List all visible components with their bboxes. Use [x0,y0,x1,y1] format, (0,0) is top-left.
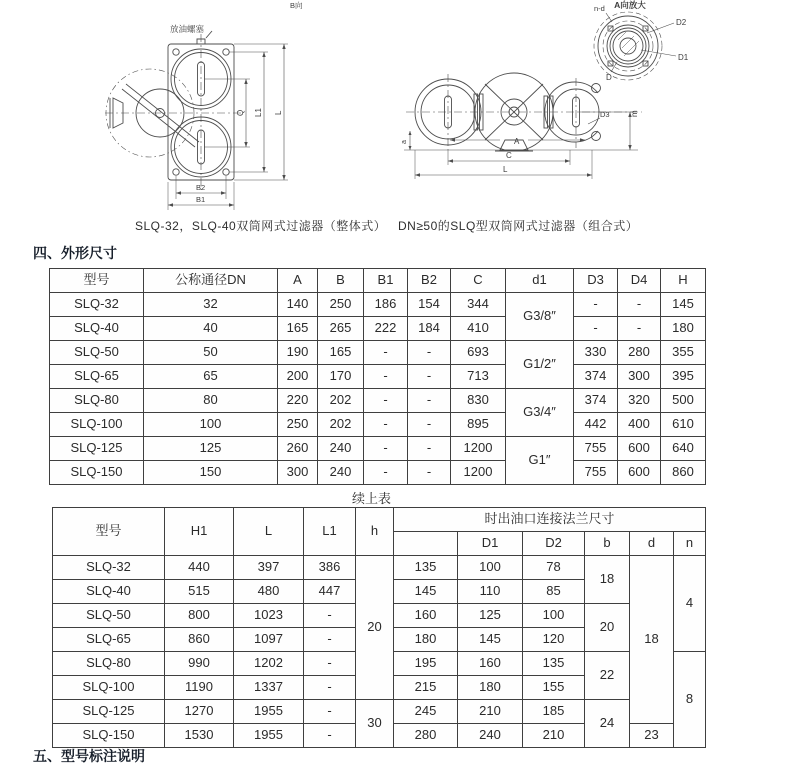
data-cell: - [364,461,408,485]
data-cell: 135 [523,652,585,676]
header-cell: D1 [458,532,523,556]
data-cell: - [304,724,356,748]
table-row [50,413,706,437]
data-cell: - [304,604,356,628]
data-cell: - [408,437,451,461]
header-cell: H [661,269,706,293]
dim-c-label: C [506,151,512,160]
data-cell: SLQ-32 [53,556,165,580]
data-cell: 830 [451,389,506,413]
data-cell: SLQ-50 [50,341,144,365]
data-cell: 195 [394,652,458,676]
data-cell: 85 [523,580,585,604]
data-cell: SLQ-125 [53,700,165,724]
data-cell: 500 [661,389,706,413]
data-cell: 222 [364,317,408,341]
data-cell: G1″ [506,437,574,485]
data-cell: 397 [234,556,304,580]
data-cell: 23 [630,724,674,748]
data-cell: 24 [585,700,630,748]
data-cell: 110 [458,580,523,604]
data-cell: - [408,461,451,485]
data-cell: - [408,341,451,365]
data-cell: 265 [318,317,364,341]
header-cell: L [234,508,304,556]
table-row [50,461,706,485]
integral-filter-caption: SLQ-32，SLQ-40双筒网式过滤器（整体式） [135,219,387,233]
data-cell: SLQ-40 [50,317,144,341]
left-view-label: B向 [290,1,303,10]
data-cell: 442 [574,413,618,437]
data-cell: - [364,389,408,413]
header-cell: H1 [165,508,234,556]
data-cell: 32 [144,293,278,317]
header-cell: b [585,532,630,556]
data-cell: 210 [458,700,523,724]
data-cell: 154 [408,293,451,317]
data-cell: 300 [618,365,661,389]
header-cell: B2 [408,269,451,293]
data-cell: 185 [523,700,585,724]
combined-filter-drawing [404,12,676,179]
data-cell: 400 [618,413,661,437]
header-cell: 型号 [53,508,165,556]
data-cell: - [408,389,451,413]
data-cell: 600 [618,437,661,461]
data-cell: G3/4″ [506,389,574,437]
data-cell: 1190 [165,676,234,700]
data-cell: 20 [356,556,394,700]
data-cell: 800 [165,604,234,628]
data-cell: - [304,676,356,700]
table-row [50,437,706,461]
table-row [53,700,706,724]
dimension-table-2 [52,507,706,748]
data-cell: 330 [574,341,618,365]
table-row [50,293,706,317]
data-cell: 40 [144,317,278,341]
header-cell: D4 [618,269,661,293]
data-cell: - [364,365,408,389]
data-cell: - [364,413,408,437]
data-cell: 1200 [451,437,506,461]
table-row [50,317,706,341]
data-cell: 600 [618,461,661,485]
data-cell: 202 [318,413,364,437]
data-cell: SLQ-80 [50,389,144,413]
header-cell: 公称通径DN [144,269,278,293]
data-cell: G3/8″ [506,293,574,341]
dim-l-label: L [274,110,283,115]
data-cell: 180 [661,317,706,341]
data-cell: 170 [318,365,364,389]
dimension-table-1 [49,268,706,485]
data-cell: 160 [394,604,458,628]
data-cell: - [304,652,356,676]
header-cell: n [674,532,706,556]
data-cell: SLQ-100 [50,413,144,437]
data-cell: 20 [585,604,630,652]
data-cell: 100 [144,413,278,437]
data-cell: 990 [165,652,234,676]
data-cell: 30 [356,700,394,748]
data-cell: 344 [451,293,506,317]
data-cell: 165 [278,317,318,341]
data-cell: 145 [394,580,458,604]
dim-l1-label: L1 [254,108,263,117]
data-cell: 1097 [234,628,304,652]
data-cell: 355 [661,341,706,365]
header-cell [394,532,458,556]
enlarged-flange-view [594,12,676,80]
table-row [50,365,706,389]
label-d: D [606,73,612,82]
table-row [50,269,706,293]
data-cell: 140 [278,293,318,317]
technical-drawings [0,0,800,215]
data-cell: SLQ-65 [50,365,144,389]
data-cell: 184 [408,317,451,341]
data-cell: 1202 [234,652,304,676]
table-row [50,341,706,365]
data-cell: 300 [278,461,318,485]
header-cell: A [278,269,318,293]
data-cell: 8 [674,652,706,748]
continued-table-caption: 续上表 [352,491,392,506]
data-cell: 160 [458,652,523,676]
data-cell: 693 [451,341,506,365]
header-cell: d [630,532,674,556]
table-row [50,389,706,413]
data-cell: 755 [574,437,618,461]
label-d1: D1 [678,53,689,62]
drain-plug-label: 放油螺塞 [170,24,205,34]
label-n-d: n-d [594,4,605,13]
data-cell: 80 [144,389,278,413]
data-cell: 190 [278,341,318,365]
label-d2: D2 [676,18,687,27]
data-cell: - [364,437,408,461]
data-cell: 260 [278,437,318,461]
dim-l2-label: L [503,165,508,174]
header-cell: D3 [574,269,618,293]
data-cell: 640 [661,437,706,461]
header-cell: 时出油口连接法兰尺寸 [394,508,706,532]
data-cell: 860 [165,628,234,652]
data-cell: 1270 [165,700,234,724]
data-cell: - [574,293,618,317]
data-cell: 100 [523,604,585,628]
label-m: m [630,110,639,117]
data-cell: 713 [451,365,506,389]
data-cell: 155 [523,676,585,700]
data-cell: SLQ-65 [53,628,165,652]
header-cell: B [318,269,364,293]
data-cell: - [574,317,618,341]
data-cell: 374 [574,389,618,413]
data-cell: 240 [458,724,523,748]
data-cell: 374 [574,365,618,389]
data-cell: 447 [304,580,356,604]
data-cell: 320 [618,389,661,413]
data-cell: 1955 [234,700,304,724]
data-cell: 395 [661,365,706,389]
header-cell: 型号 [50,269,144,293]
header-cell: B1 [364,269,408,293]
data-cell: SLQ-125 [50,437,144,461]
data-cell: 135 [394,556,458,580]
data-cell: 1337 [234,676,304,700]
dim-q-label: Q [236,109,245,116]
next-section-heading-clipped [33,746,145,764]
data-cell: - [408,413,451,437]
combined-filter-caption: DN≥50的SLQ型双筒网式过滤器（组合式） [398,219,639,233]
data-cell: 100 [458,556,523,580]
data-cell: 250 [318,293,364,317]
data-cell: 150 [144,461,278,485]
data-cell: 240 [318,437,364,461]
data-cell: SLQ-32 [50,293,144,317]
data-cell: 125 [458,604,523,628]
table-row [53,556,706,580]
data-cell: 210 [523,724,585,748]
data-cell: 245 [394,700,458,724]
data-cell: 186 [364,293,408,317]
data-cell: 180 [458,676,523,700]
data-cell: 240 [318,461,364,485]
data-cell: SLQ-150 [50,461,144,485]
dim-b2-label: B2 [196,183,206,192]
data-cell: 480 [234,580,304,604]
data-cell: 165 [318,341,364,365]
data-cell: 145 [661,293,706,317]
dim-b1-label: B1 [196,195,206,204]
header-cell: d1 [506,269,574,293]
data-cell: - [618,293,661,317]
data-cell: 78 [523,556,585,580]
data-cell: - [618,317,661,341]
data-cell: 18 [585,556,630,604]
enlarged-view-title: A向放大 [614,0,646,10]
data-cell: 1530 [165,724,234,748]
data-cell: 22 [585,652,630,700]
data-cell: 145 [458,628,523,652]
header-cell: h [356,508,394,556]
data-cell: 4 [674,556,706,652]
data-cell: 515 [165,580,234,604]
data-cell: 220 [278,389,318,413]
header-cell: L1 [304,508,356,556]
data-cell: G1/2″ [506,341,574,389]
data-cell: 200 [278,365,318,389]
data-cell: 1023 [234,604,304,628]
data-cell: SLQ-40 [53,580,165,604]
section-heading-next: 五、型号标注说明 [33,748,145,764]
data-cell: 1955 [234,724,304,748]
header-cell: D2 [523,532,585,556]
data-cell: 125 [144,437,278,461]
data-cell: - [408,365,451,389]
data-cell: 120 [523,628,585,652]
data-cell: 860 [661,461,706,485]
data-cell: SLQ-100 [53,676,165,700]
data-cell: 410 [451,317,506,341]
data-cell: 1200 [451,461,506,485]
data-cell: 440 [165,556,234,580]
data-cell: - [304,700,356,724]
data-cell: 755 [574,461,618,485]
data-cell: 180 [394,628,458,652]
header-cell: C [451,269,506,293]
data-cell: SLQ-80 [53,652,165,676]
data-cell: 610 [661,413,706,437]
data-cell: - [304,628,356,652]
label-d3: D3 [600,110,610,119]
data-cell: 18 [630,556,674,724]
table-row [53,508,706,532]
section-heading-dimensions: 四、外形尺寸 [33,245,117,261]
data-cell: 895 [451,413,506,437]
dim-a-label: A [514,137,520,146]
data-cell: 65 [144,365,278,389]
data-cell: 250 [278,413,318,437]
data-cell: 202 [318,389,364,413]
data-cell: 280 [394,724,458,748]
data-cell: 280 [618,341,661,365]
data-cell: 386 [304,556,356,580]
data-cell: 215 [394,676,458,700]
label-a-small: a [401,140,408,144]
data-cell: - [364,341,408,365]
data-cell: SLQ-150 [53,724,165,748]
data-cell: 50 [144,341,278,365]
data-cell: SLQ-50 [53,604,165,628]
